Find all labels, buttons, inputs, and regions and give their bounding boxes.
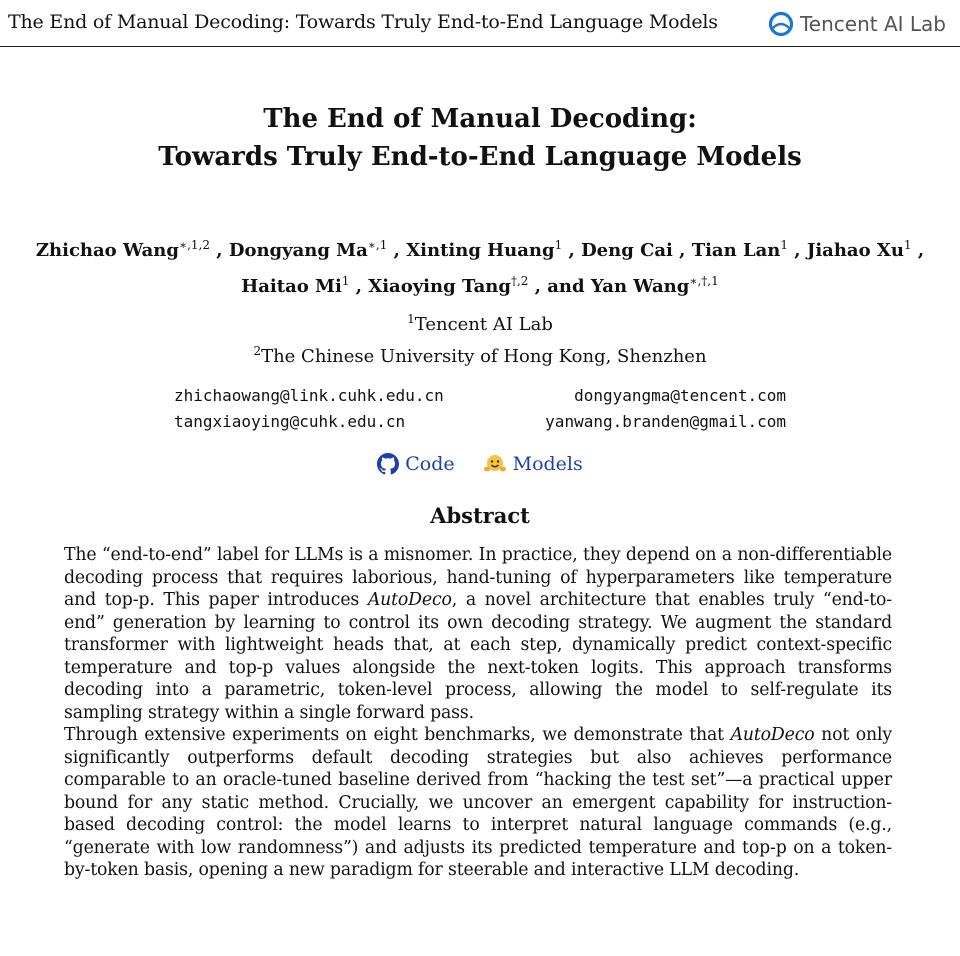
author-sup: ∗,1,2 bbox=[178, 238, 211, 252]
affiliation-name: The Chinese University of Hong Kong, Shenzhen bbox=[261, 346, 707, 367]
models-link[interactable] bbox=[483, 453, 583, 475]
author-name: Zhichao Wang bbox=[35, 240, 179, 261]
affiliation bbox=[0, 338, 960, 370]
code-link-label: Code bbox=[405, 453, 455, 475]
email-address[interactable]: yanwang.branden@gmail.com bbox=[545, 412, 786, 431]
author-sup: 1 bbox=[903, 238, 912, 252]
title-line-1: The End of Manual Decoding: bbox=[263, 104, 697, 134]
method-name: AutoDeco bbox=[367, 590, 452, 610]
email-address[interactable]: dongyangma@tencent.com bbox=[574, 386, 786, 405]
author-line-1 bbox=[20, 230, 940, 266]
abstract-text: The “end-to-end” label for LLMs is a misnomer. In practice, they depend on a non-differentiable decoding process that requires laborious, hand-tuning of hyperparameters like temperature and top-p. This paper introduces bbox=[64, 545, 892, 610]
author-separator: , bbox=[387, 240, 407, 261]
github-icon bbox=[377, 453, 399, 475]
running-title: The End of Manual Decoding: Towards Truly End-to-End Language Models bbox=[8, 11, 718, 33]
author-sup: 1 bbox=[780, 238, 788, 252]
email-row bbox=[150, 383, 810, 409]
affiliation bbox=[0, 306, 960, 338]
tencent-logo-icon bbox=[768, 11, 794, 37]
author-name: Xiaoying Tang bbox=[368, 276, 511, 297]
author-separator: , bbox=[911, 240, 925, 261]
author-name: Haitao Mi bbox=[241, 276, 342, 297]
abstract-paragraph-1 bbox=[64, 544, 892, 724]
abstract-heading: Abstract bbox=[430, 503, 530, 528]
author-name: Yan Wang bbox=[590, 276, 690, 297]
author-sup: ∗,†,1 bbox=[689, 274, 719, 288]
affiliation-name: Tencent AI Lab bbox=[414, 314, 553, 335]
models-link-label: Models bbox=[512, 453, 583, 475]
author-sup: 1 bbox=[554, 238, 563, 252]
abstract-paragraph-2 bbox=[64, 724, 892, 882]
author-separator: , bbox=[788, 240, 807, 261]
paper-title bbox=[0, 100, 960, 176]
running-header bbox=[0, 0, 960, 47]
brand-label: Tencent AI Lab bbox=[799, 12, 946, 36]
author-sup: †,2 bbox=[510, 274, 529, 288]
email-address[interactable]: tangxiaoying@cuhk.edu.cn bbox=[174, 412, 406, 431]
abstract-text: , a novel architecture that enables truly “end-to-end” generation by learning to control its own decoding strategy. We augment the standard transformer with lightweight heads that, at each step, dynamically predict context-specific temperature and top-p values alongside the next-token logits. This approach transforms decoding into a parametric, token-level process, allowing the model to self-regulate its sampling strategy within a single forward pass. bbox=[64, 590, 892, 723]
author-separator: , bbox=[562, 240, 582, 261]
author-separator: , and bbox=[528, 276, 591, 297]
author-separator: , bbox=[349, 276, 369, 297]
author-name: Tian Lan bbox=[691, 240, 781, 261]
title-line-2: Towards Truly End-to-End Language Models bbox=[158, 142, 802, 172]
author-name: Deng Cai bbox=[581, 240, 673, 261]
author-name: Jiahao Xu bbox=[806, 240, 904, 261]
author-sup: 1 bbox=[341, 274, 350, 288]
affiliation-sup: 1 bbox=[407, 312, 415, 326]
author-separator: , bbox=[210, 240, 229, 261]
author-name: Dongyang Ma bbox=[228, 240, 368, 261]
email-address[interactable]: zhichaowang@link.cuhk.edu.cn bbox=[174, 386, 444, 405]
abstract-body bbox=[64, 544, 892, 882]
huggingface-icon bbox=[483, 453, 507, 475]
brand bbox=[768, 9, 946, 39]
affiliations bbox=[0, 306, 960, 370]
author-name: Xinting Huang bbox=[406, 240, 555, 261]
author-separator: , bbox=[672, 240, 692, 261]
author-line-2 bbox=[20, 266, 940, 302]
email-row bbox=[150, 409, 810, 435]
resource-links bbox=[0, 453, 960, 475]
affiliation-sup: 2 bbox=[253, 344, 262, 358]
abstract-text: Through extensive experiments on eight benchmarks, we demonstrate that bbox=[64, 725, 731, 745]
code-link[interactable] bbox=[377, 453, 454, 475]
abstract-text: not only significantly outperforms default decoding strategies but also achieves performance comparable to an oracle-tuned baseline derived from “hacking the test set”—a practical upper bound for any static method. Crucially, we uncover an emergent capability for instruction-based decoding control: the model learns to interpret natural language commands (e.g., “generate with low randomness”) and adjusts its predicted temperature and top-p on a token-by-token basis, opening a new paradigm for steerable and interactive LLM decoding. bbox=[64, 725, 892, 880]
author-list bbox=[20, 230, 940, 302]
method-name: AutoDeco bbox=[730, 725, 815, 745]
email-block bbox=[150, 383, 810, 435]
author-sup: ∗,1 bbox=[367, 238, 388, 252]
